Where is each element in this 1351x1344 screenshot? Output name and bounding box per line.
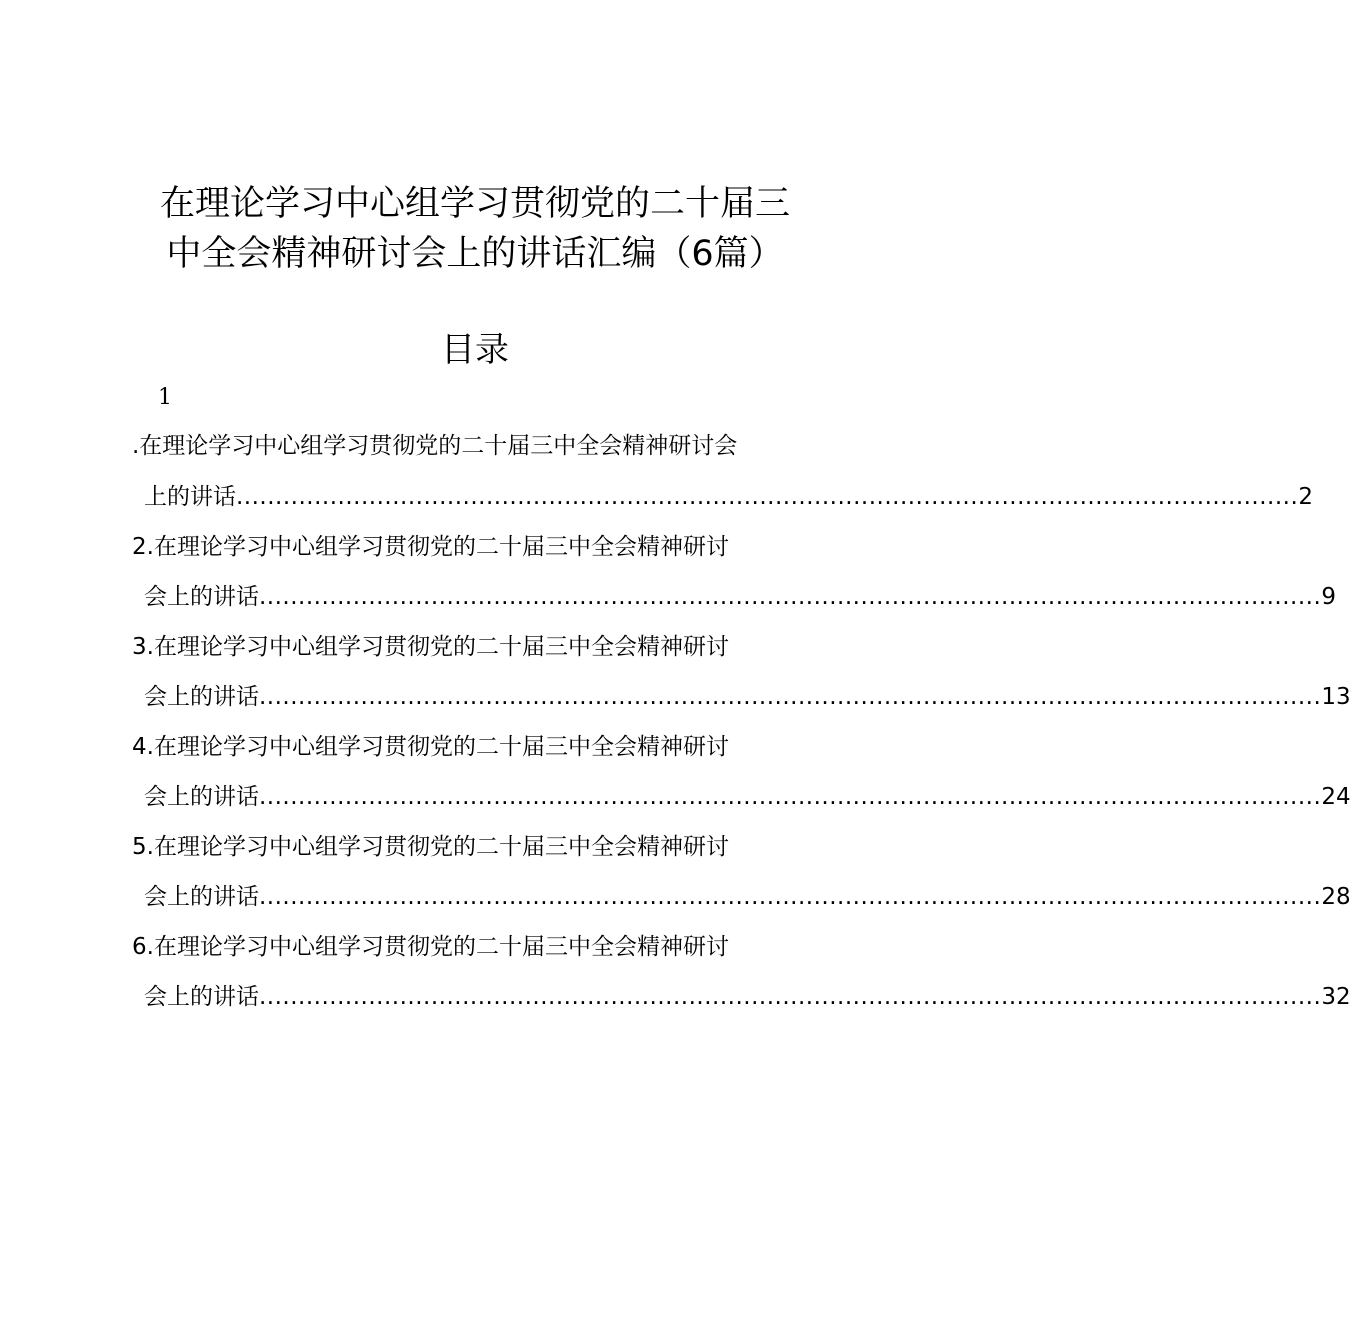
toc-leader-dots: ........................................................................................................................................ <box>259 884 1322 910</box>
toc-leader-dots: ........................................................................................................................................ <box>259 784 1322 810</box>
toc-entry-2-title[interactable]: 2.在理论学习中心组学习贯彻党的二十届三中全会精神研讨 <box>132 534 729 560</box>
toc-entry-3-title[interactable]: 3.在理论学习中心组学习贯彻党的二十届三中全会精神研讨 <box>132 634 729 660</box>
toc-entry-3-title-cont: 会上的讲话 <box>144 684 259 710</box>
toc-entry-3-page: 13 <box>1321 684 1351 710</box>
toc-entry-2-subline[interactable] <box>144 579 1336 615</box>
toc-entry-2-page: 9 <box>1321 584 1336 610</box>
toc-entry-6-title[interactable]: 6.在理论学习中心组学习贯彻党的二十届三中全会精神研讨 <box>132 934 729 960</box>
toc-leader-dots: ........................................................................................................................................ <box>259 584 1322 610</box>
toc-leader-dots: ........................................................................................................................................ <box>259 984 1322 1010</box>
toc-entry-2-title-cont: 会上的讲话 <box>144 584 259 610</box>
toc-entry-6-subline[interactable] <box>144 979 1351 1015</box>
toc-entry-3-subline[interactable] <box>144 679 1351 715</box>
toc-entry-4-title[interactable]: 4.在理论学习中心组学习贯彻党的二十届三中全会精神研讨 <box>132 734 729 760</box>
toc-entry-4-title-cont: 会上的讲话 <box>144 784 259 810</box>
toc-entry-6-title-cont: 会上的讲话 <box>144 984 259 1010</box>
toc-entry-5-title[interactable]: 5.在理论学习中心组学习贯彻党的二十届三中全会精神研讨 <box>132 834 729 860</box>
toc-entry-1-page: 2 <box>1298 484 1313 510</box>
toc-entry-1-subline[interactable] <box>144 479 1313 515</box>
document-title-line-1: 在理论学习中心组学习贯彻党的二十届三 <box>159 184 790 224</box>
toc-leader-dots: ........................................................................................................................................ <box>236 484 1299 510</box>
toc-entry-4-subline[interactable] <box>144 779 1351 815</box>
document-title-line-2: 中全会精神研讨会上的讲话汇编（6篇） <box>166 234 784 274</box>
toc-entry-4-page: 24 <box>1321 784 1351 810</box>
toc-stray-number: 1 <box>158 385 172 410</box>
toc-entry-1-title[interactable]: .在理论学习中心组学习贯彻党的二十届三中全会精神研讨会 <box>132 433 738 459</box>
toc-heading: 目录 <box>441 330 509 370</box>
toc-entry-6-page: 32 <box>1321 984 1351 1010</box>
toc-leader-dots: ........................................................................................................................................ <box>259 684 1322 710</box>
toc-entry-5-page: 28 <box>1321 884 1351 910</box>
toc-entry-1-title-cont: 上的讲话 <box>144 484 236 510</box>
toc-entry-5-title-cont: 会上的讲话 <box>144 884 259 910</box>
toc-entry-5-subline[interactable] <box>144 879 1351 915</box>
